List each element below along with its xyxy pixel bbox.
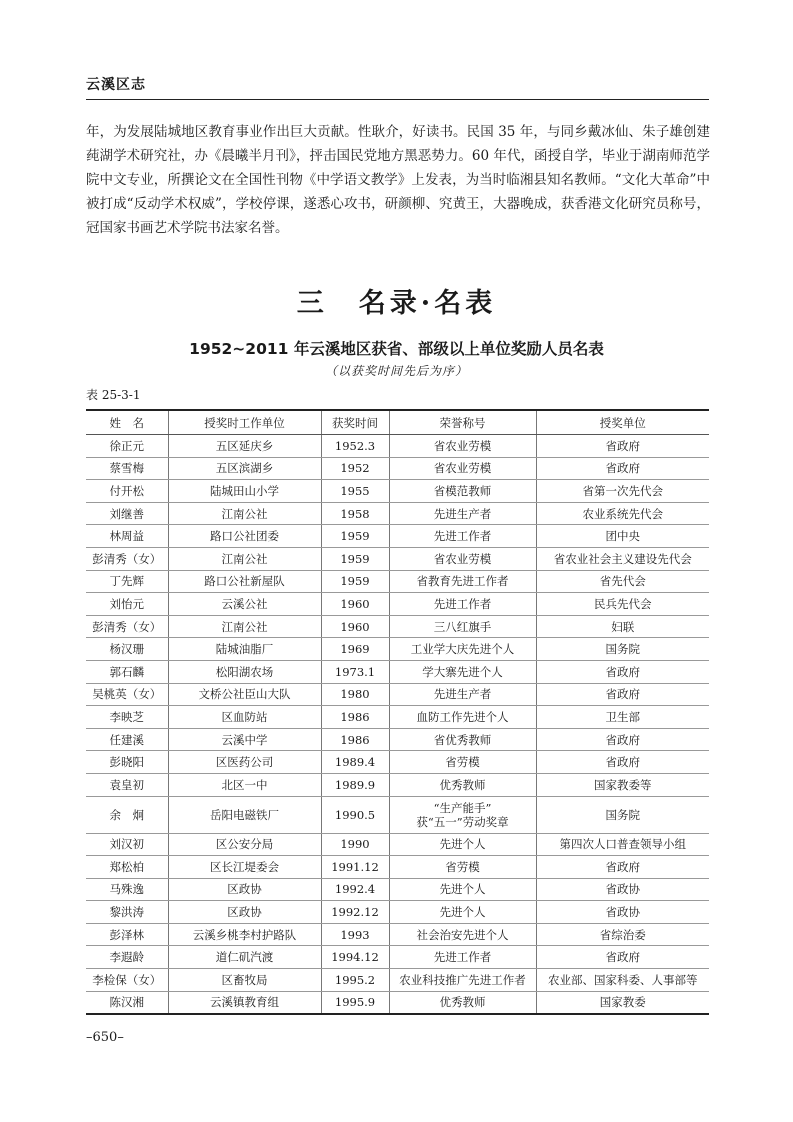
cell-awarding-unit: 第四次人口普查领导小组 <box>536 833 709 856</box>
cell-name: 刘汉初 <box>86 833 168 856</box>
cell-awarding-unit: 省政协 <box>536 901 709 924</box>
cell-name: 彭清秀（女） <box>86 547 168 570</box>
cell-award-time: 1986 <box>321 706 389 729</box>
cell-award-time: 1991.12 <box>321 856 389 879</box>
page-number: –650– <box>86 1030 124 1045</box>
cell-awarding-unit: 省政府 <box>536 435 709 458</box>
cell-award-time: 1952 <box>321 457 389 480</box>
page-header-title: 云溪区志 <box>86 77 146 93</box>
cell-awarding-unit: 省综治委 <box>536 923 709 946</box>
cell-honor-title: 先进个人 <box>389 833 536 856</box>
cell-work-unit: 云溪中学 <box>168 728 321 751</box>
cell-awarding-unit: 省政府 <box>536 751 709 774</box>
cell-awarding-unit: 省政府 <box>536 457 709 480</box>
cell-award-time: 1952.3 <box>321 435 389 458</box>
cell-work-unit: 道仁矶汽渡 <box>168 946 321 969</box>
cell-awarding-unit: 国家教委等 <box>536 773 709 796</box>
cell-work-unit: 北区一中 <box>168 773 321 796</box>
cell-awarding-unit: 妇联 <box>536 615 709 638</box>
cell-awarding-unit: 农业部、国家科委、人事部等 <box>536 969 709 992</box>
cell-awarding-unit: 团中央 <box>536 525 709 548</box>
cell-award-time: 1992.4 <box>321 878 389 901</box>
cell-awarding-unit: 国务院 <box>536 796 709 833</box>
cell-awarding-unit: 省政府 <box>536 856 709 879</box>
cell-honor-title: 社会治安先进个人 <box>389 923 536 946</box>
cell-award-time: 1986 <box>321 728 389 751</box>
cell-name: 付开松 <box>86 480 168 503</box>
table-row <box>86 878 709 901</box>
table-row <box>86 706 709 729</box>
header-rule <box>86 99 709 100</box>
cell-name: 杨汉珊 <box>86 638 168 661</box>
cell-honor-title: 省模范教师 <box>389 480 536 503</box>
table-row <box>86 751 709 774</box>
cell-awarding-unit: 省政府 <box>536 728 709 751</box>
table-row <box>86 615 709 638</box>
cell-award-time: 1995.2 <box>321 969 389 992</box>
cell-award-time: 1959 <box>321 547 389 570</box>
cell-work-unit: 五区延庆乡 <box>168 435 321 458</box>
cell-work-unit: 江南公社 <box>168 547 321 570</box>
section-title: 三 名录·名表 <box>296 288 497 319</box>
cell-award-time: 1955 <box>321 480 389 503</box>
cell-work-unit: 陆城田山小学 <box>168 480 321 503</box>
table-row <box>86 502 709 525</box>
cell-award-time: 1960 <box>321 615 389 638</box>
cell-honor-title: 优秀教师 <box>389 773 536 796</box>
cell-awarding-unit: 省政府 <box>536 946 709 969</box>
cell-awarding-unit: 国家教委 <box>536 991 709 1014</box>
cell-award-time: 1995.9 <box>321 991 389 1014</box>
cell-honor-title: 工业学大庆先进个人 <box>389 638 536 661</box>
cell-award-time: 1994.12 <box>321 946 389 969</box>
cell-work-unit: 区长江堤委会 <box>168 856 321 879</box>
awards-table-body <box>86 435 709 1015</box>
cell-work-unit: 云溪镇教育组 <box>168 991 321 1014</box>
cell-honor-title: 先进工作者 <box>389 946 536 969</box>
cell-honor-title: 先进工作者 <box>389 593 536 616</box>
cell-honor-title: 三八红旗手 <box>389 615 536 638</box>
cell-award-time: 1958 <box>321 502 389 525</box>
cell-award-time: 1969 <box>321 638 389 661</box>
cell-awarding-unit: 农业系统先代会 <box>536 502 709 525</box>
cell-work-unit: 区政协 <box>168 878 321 901</box>
cell-work-unit: 区政协 <box>168 901 321 924</box>
cell-work-unit: 区血防站 <box>168 706 321 729</box>
cell-work-unit: 文桥公社臣山大队 <box>168 683 321 706</box>
cell-award-time: 1993 <box>321 923 389 946</box>
header-name: 姓 名 <box>86 410 168 435</box>
cell-honor-title: 省劳模 <box>389 751 536 774</box>
cell-name: 徐正元 <box>86 435 168 458</box>
table-subtitle: （以获奖时间先后为序） <box>324 364 468 378</box>
cell-honor-title: 先进个人 <box>389 878 536 901</box>
cell-award-time: 1990.5 <box>321 796 389 833</box>
cell-work-unit: 岳阳电磁铁厂 <box>168 796 321 833</box>
cell-awarding-unit: 卫生部 <box>536 706 709 729</box>
cell-name: 李映芝 <box>86 706 168 729</box>
table-row <box>86 856 709 879</box>
cell-awarding-unit: 省政府 <box>536 660 709 683</box>
header-award-time: 获奖时间 <box>321 410 389 435</box>
table-row <box>86 593 709 616</box>
table-number: 表 25-3-1 <box>86 388 141 402</box>
cell-work-unit: 区公安分局 <box>168 833 321 856</box>
cell-name: 黎洪涛 <box>86 901 168 924</box>
table-row <box>86 638 709 661</box>
cell-work-unit: 云溪公社 <box>168 593 321 616</box>
cell-honor-title: 先进生产者 <box>389 683 536 706</box>
table-row <box>86 901 709 924</box>
table-header-row <box>86 410 709 435</box>
cell-awarding-unit: 省政协 <box>536 878 709 901</box>
cell-work-unit: 区医药公司 <box>168 751 321 774</box>
cell-honor-title: 先进生产者 <box>389 502 536 525</box>
cell-name: 任建溪 <box>86 728 168 751</box>
table-title: 1952~2011 年云溪地区获省、部级以上单位奖励人员名表 <box>189 340 604 358</box>
table-row <box>86 991 709 1014</box>
cell-name: 李检保（女） <box>86 969 168 992</box>
cell-work-unit: 云溪乡桃李村护路队 <box>168 923 321 946</box>
cell-name: 刘怡元 <box>86 593 168 616</box>
cell-award-time: 1959 <box>321 570 389 593</box>
cell-work-unit: 江南公社 <box>168 502 321 525</box>
table-row <box>86 525 709 548</box>
table-row <box>86 728 709 751</box>
cell-honor-title: 优秀教师 <box>389 991 536 1014</box>
cell-name: 林周益 <box>86 525 168 548</box>
cell-award-time: 1990 <box>321 833 389 856</box>
cell-name: 彭清秀（女） <box>86 615 168 638</box>
cell-honor-title: 农业科技推广先进工作者 <box>389 969 536 992</box>
cell-award-time: 1960 <box>321 593 389 616</box>
cell-name: 余 炯 <box>86 796 168 833</box>
cell-awarding-unit: 民兵先代会 <box>536 593 709 616</box>
cell-honor-title: 省农业劳模 <box>389 547 536 570</box>
table-row <box>86 796 709 833</box>
table-row <box>86 480 709 503</box>
cell-name: 蔡雪梅 <box>86 457 168 480</box>
header-honor-title: 荣誉称号 <box>389 410 536 435</box>
table-row <box>86 773 709 796</box>
cell-honor-title: 省优秀教师 <box>389 728 536 751</box>
cell-work-unit: 松阳湖农场 <box>168 660 321 683</box>
cell-name: 彭晓阳 <box>86 751 168 774</box>
table-row <box>86 683 709 706</box>
cell-honor-title: 省教育先进工作者 <box>389 570 536 593</box>
cell-awarding-unit: 省第一次先代会 <box>536 480 709 503</box>
cell-name: 马殊逸 <box>86 878 168 901</box>
cell-name: 刘继善 <box>86 502 168 525</box>
intro-paragraph: 年，为发展陆城地区教育事业作出巨大贡献。性耿介，好读书。民国 35 年，与同乡戴冰仙、朱子雄创建莼湖学术研究社，办《晨曦半月刊》，抨击国民党地方黑恶势力。60 年代，函授自学，毕业于湖南师范学院中文专业，所撰论文在全国性刊物《中学语文教学》上发表，为当时临湘县知名教师。“文化大革命”中被打成“反动学术权威”，学校停课，遂悉心攻书，研颜柳、究黄王，大器晚成，获香港文化研究员称号，冠国家书画艺术学院书法家名誉。 <box>86 124 710 236</box>
cell-honor-title: 省农业劳模 <box>389 435 536 458</box>
cell-awarding-unit: 省政府 <box>536 683 709 706</box>
table-row <box>86 969 709 992</box>
table-row <box>86 435 709 458</box>
cell-honor-title: “生产能手” 获“五一”劳动奖章 <box>389 796 536 833</box>
cell-name: 陈汉湘 <box>86 991 168 1014</box>
cell-name: 吴桃英（女） <box>86 683 168 706</box>
cell-work-unit: 路口公社团委 <box>168 525 321 548</box>
cell-name: 郭石麟 <box>86 660 168 683</box>
cell-awarding-unit: 省农业社会主义建设先代会 <box>536 547 709 570</box>
table-row <box>86 570 709 593</box>
cell-name: 郑松柏 <box>86 856 168 879</box>
cell-work-unit: 陆城油脂厂 <box>168 638 321 661</box>
cell-work-unit: 区畜牧局 <box>168 969 321 992</box>
cell-work-unit: 路口公社新屋队 <box>168 570 321 593</box>
cell-award-time: 1992.12 <box>321 901 389 924</box>
table-row <box>86 923 709 946</box>
cell-honor-title: 学大寨先进个人 <box>389 660 536 683</box>
cell-work-unit: 江南公社 <box>168 615 321 638</box>
cell-awarding-unit: 国务院 <box>536 638 709 661</box>
cell-awarding-unit: 省先代会 <box>536 570 709 593</box>
cell-name: 彭泽林 <box>86 923 168 946</box>
table-row <box>86 660 709 683</box>
cell-honor-title: 血防工作先进个人 <box>389 706 536 729</box>
cell-name: 李遐龄 <box>86 946 168 969</box>
header-awarding-unit: 授奖单位 <box>536 410 709 435</box>
cell-honor-title: 先进工作者 <box>389 525 536 548</box>
cell-award-time: 1973.1 <box>321 660 389 683</box>
table-row <box>86 833 709 856</box>
cell-name: 丁先辉 <box>86 570 168 593</box>
cell-name: 袁皇初 <box>86 773 168 796</box>
cell-award-time: 1959 <box>321 525 389 548</box>
cell-award-time: 1989.4 <box>321 751 389 774</box>
table-row <box>86 457 709 480</box>
table-row <box>86 946 709 969</box>
cell-award-time: 1989.9 <box>321 773 389 796</box>
header-work-unit: 授奖时工作单位 <box>168 410 321 435</box>
awards-table <box>86 409 709 1015</box>
cell-work-unit: 五区滨湖乡 <box>168 457 321 480</box>
cell-honor-title: 先进个人 <box>389 901 536 924</box>
table-row <box>86 547 709 570</box>
cell-honor-title: 省劳模 <box>389 856 536 879</box>
cell-award-time: 1980 <box>321 683 389 706</box>
cell-honor-title: 省农业劳模 <box>389 457 536 480</box>
